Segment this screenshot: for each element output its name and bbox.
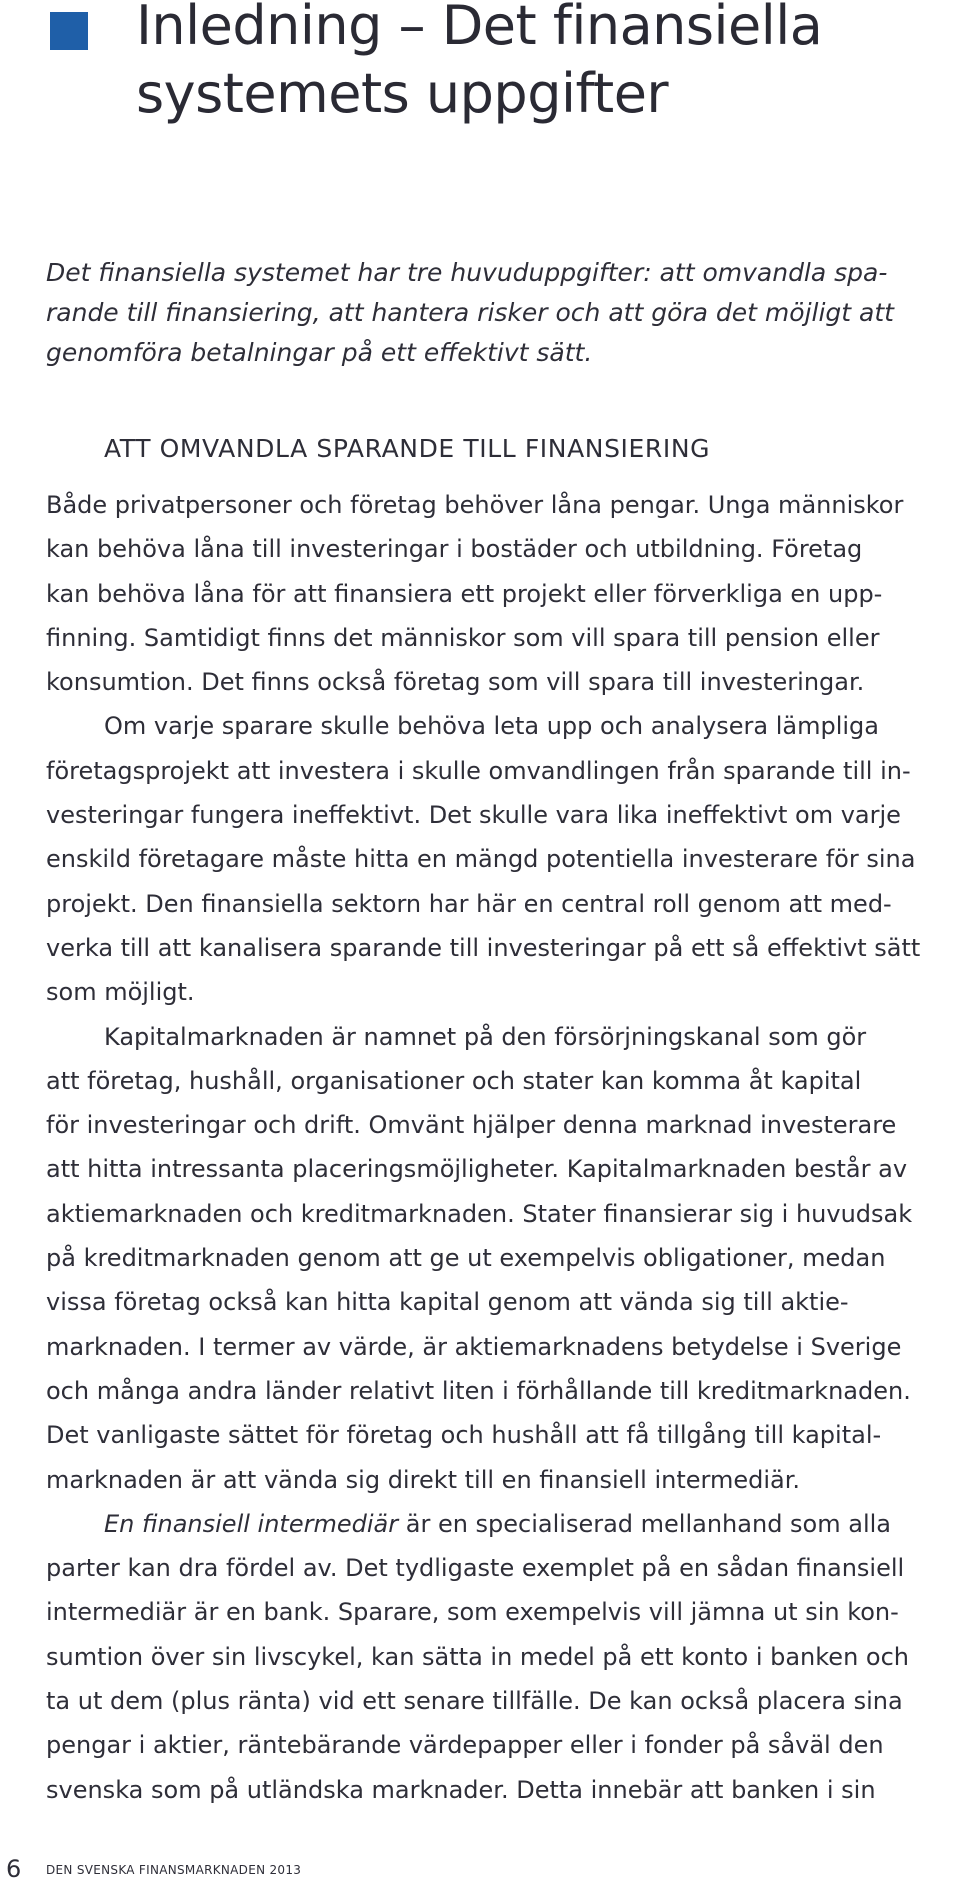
body-line: verka till att kanalisera sparande till investeringar på ett så effektivt sätt [46, 933, 921, 962]
body-line: finning. Samtidigt finns det människor som vill spara till pension eller [46, 623, 880, 652]
page-title [136, 0, 936, 128]
body-line: sumtion över sin livscykel, kan sätta in medel på ett konto i banken och [46, 1642, 910, 1671]
body-line [46, 1502, 946, 1546]
italic-term: En finansiell intermediär [104, 1509, 399, 1538]
body-line: svenska som på utländska marknader. Detta innebär att banken i sin [46, 1775, 876, 1804]
body-line: att hitta intressanta placeringsmöjligheter. Kapitalmarknaden består av [46, 1155, 908, 1184]
body-line: som möjligt. [46, 978, 195, 1007]
body-line: marknaden. I termer av värde, är aktiemarknadens betydelse i Sverige [46, 1332, 902, 1361]
lede-line: rande till finansiering, att hantera risker och att göra det möjligt att [46, 298, 894, 327]
body-line: vissa företag också kan hitta kapital genom att vända sig till aktie- [46, 1288, 849, 1317]
body-line: vesteringar fungera ineffektivt. Det skulle vara lika ineffektivt om varje [46, 801, 901, 830]
body-line: Om varje sparare skulle behöva leta upp och analysera lämpliga [104, 712, 879, 741]
body-line: företagsprojekt att investera i skulle omvandlingen från sparande till in- [46, 756, 911, 785]
body-line: ta ut dem (plus ränta) vid ett senare tillfälle. De kan också placera sina [46, 1687, 903, 1716]
body-line: Det vanligaste sättet för företag och hushåll att få tillgång till kapital- [46, 1421, 882, 1450]
body-line: på kreditmarknaden genom att ge ut exempelvis obligationer, medan [46, 1244, 886, 1273]
lede-line: genomföra betalningar på ett effektivt sätt. [46, 338, 593, 367]
body-line: parter kan dra fördel av. Det tydligaste exemplet på en sådan finansiell [46, 1554, 905, 1583]
lede-paragraph [46, 253, 926, 373]
body-line: marknaden är att vända sig direkt till en finansiell intermediär. [46, 1465, 800, 1494]
body-text [46, 483, 946, 1812]
body-line: kan behöva låna till investeringar i bostäder och utbildning. Företag [46, 535, 863, 564]
section-marker-square [50, 12, 88, 50]
body-line: att företag, hushåll, organisationer och stater kan komma åt kapital [46, 1066, 862, 1095]
body-line: projekt. Den finansiella sektorn har här en central roll genom att med- [46, 889, 892, 918]
lede-line: Det finansiella systemet har tre huvuduppgifter: att omvandla spa- [46, 258, 888, 287]
body-line: pengar i aktier, räntebärande värdepapper eller i fonder på såväl den [46, 1731, 884, 1760]
body-line: Både privatpersoner och företag behöver låna pengar. Unga människor [46, 491, 904, 519]
body-line: kan behöva låna för att finansiera ett projekt eller förverkliga en upp- [46, 579, 883, 608]
page-title-line: systemets uppgifter [136, 62, 669, 125]
running-title: DEN SVENSKA FINANSMARKNADEN 2013 [46, 1863, 302, 1877]
body-line-text: är en specialiserad mellanhand som alla [405, 1509, 891, 1538]
page-footer [0, 1853, 960, 1885]
body-line: enskild företagare måste hitta en mängd potentiella investerare för sina [46, 845, 916, 874]
body-line: och många andra länder relativt liten i förhållande till kreditmarknaden. [46, 1376, 911, 1405]
body-line: Kapitalmarknaden är namnet på den försörjningskanal som gör [104, 1022, 867, 1051]
page-title-line: Inledning – Det finansiella [136, 0, 823, 57]
body-line: aktiemarknaden och kreditmarknaden. Stater finansierar sig i huvudsak [46, 1199, 913, 1228]
section-heading: ATT OMVANDLA SPARANDE TILL FINANSIERING [104, 434, 711, 463]
body-line: för investeringar och drift. Omvänt hjälper denna marknad investerare [46, 1111, 897, 1140]
body-line: konsumtion. Det finns också företag som vill spara till investeringar. [46, 668, 865, 697]
page-number: 6 [6, 1855, 22, 1883]
body-line: intermediär är en bank. Sparare, som exempelvis vill jämna ut sin kon- [46, 1598, 899, 1627]
